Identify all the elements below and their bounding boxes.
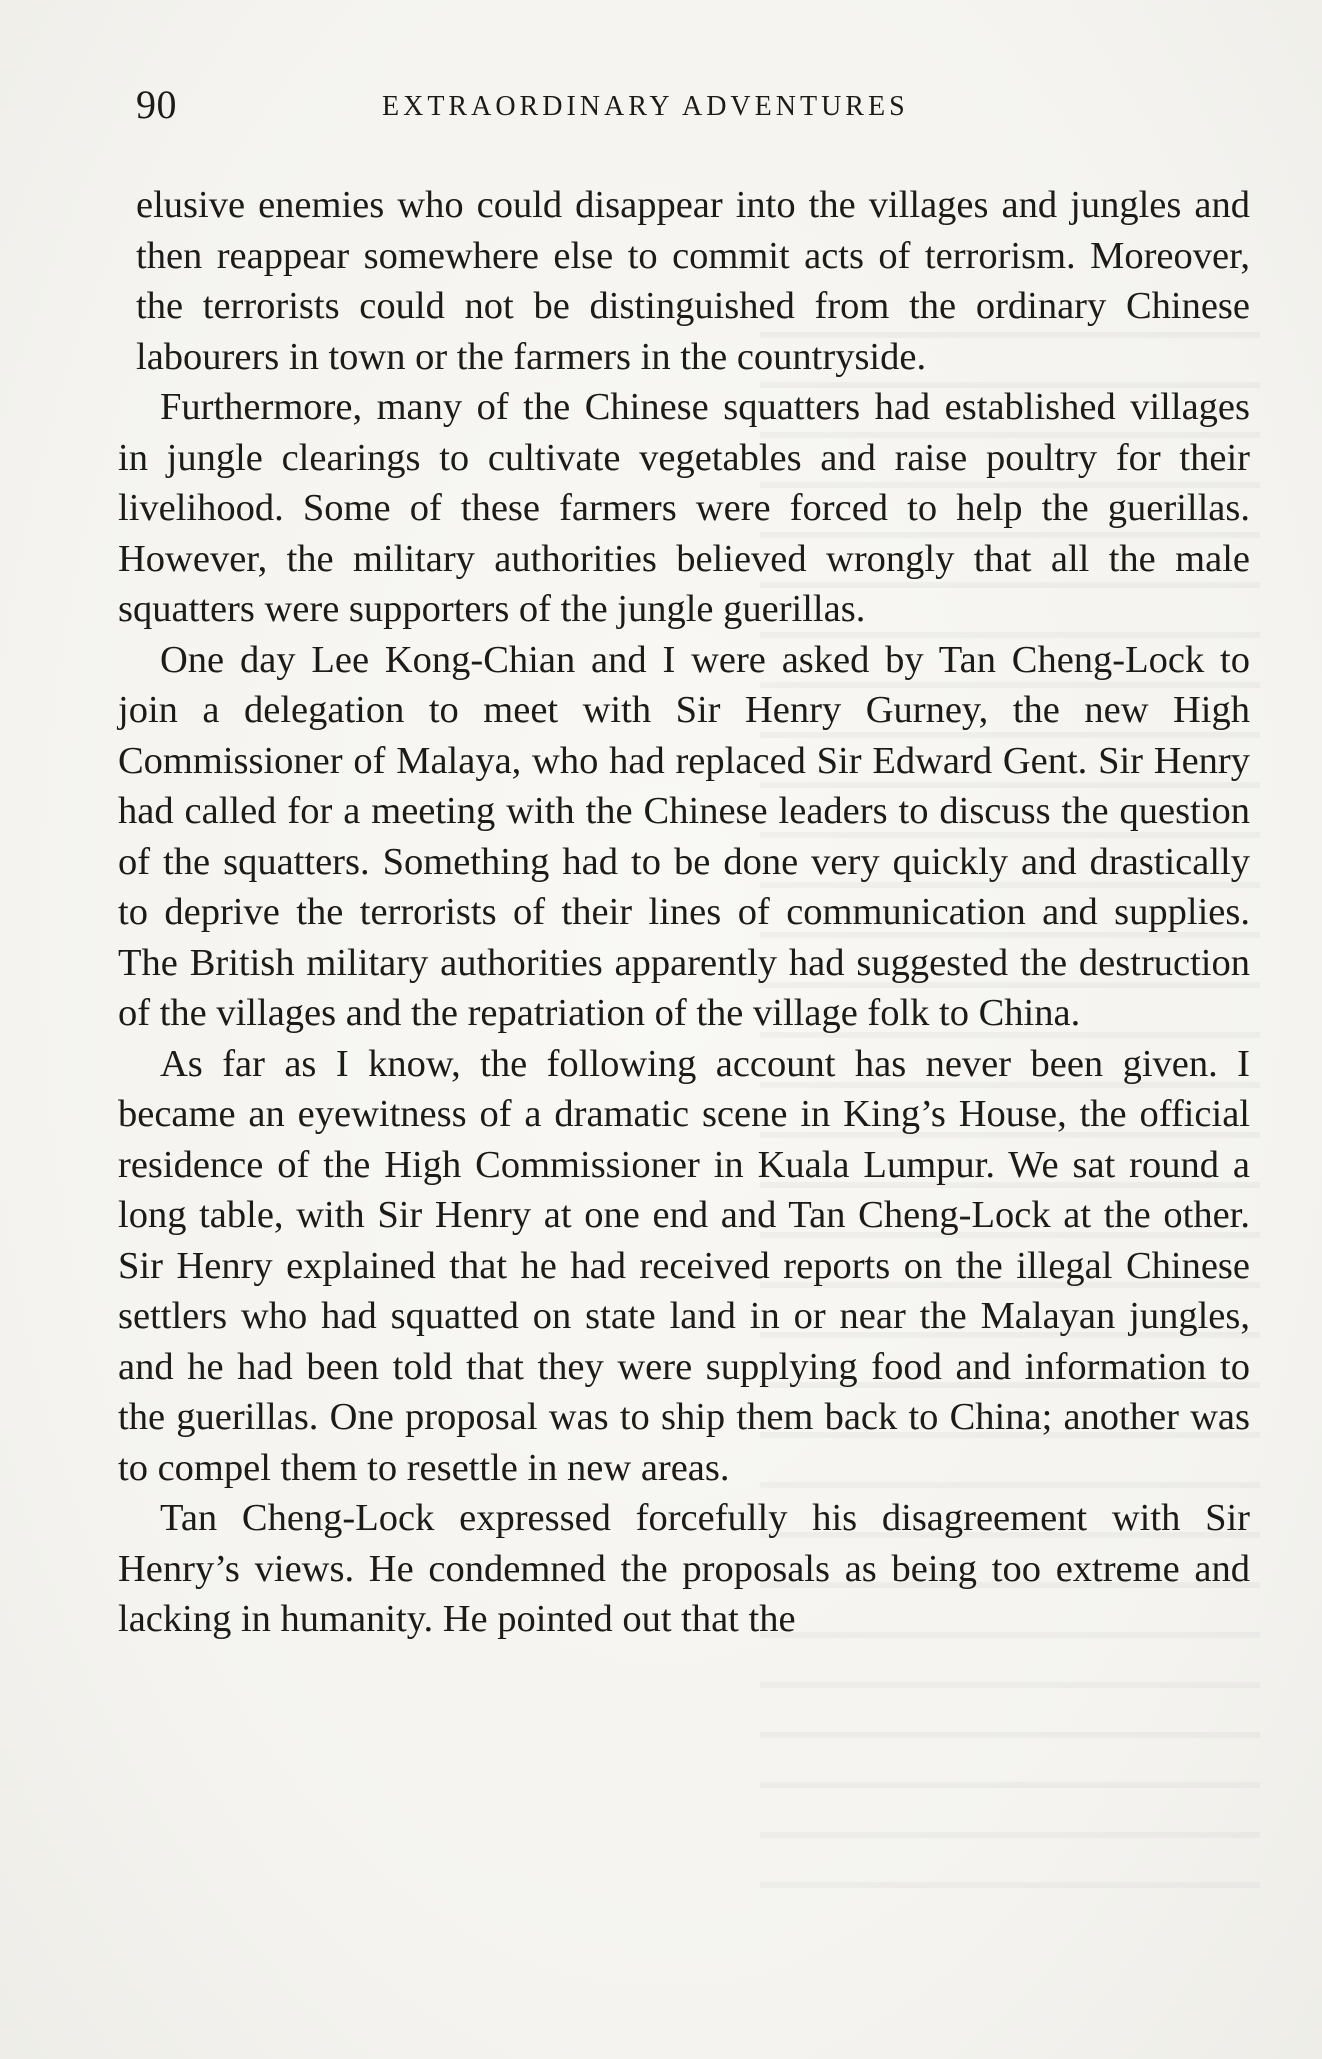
- paragraph: Furthermore, many of the Chinese squatters had established villages in jungle clearings to cultivate vegetables and raise poultry for their livelihood. Some of these farmers were forced to help the guerillas. However, the military authorities believed wrongly that all the male squatters were supporters of the jungle guerillas.: [118, 386, 1250, 630]
- page-header: [136, 80, 1246, 130]
- running-head: EXTRAORDINARY ADVENTURES: [382, 91, 909, 122]
- page-number: 90: [136, 82, 177, 127]
- body-text: [118, 180, 1250, 1645]
- paragraph: One day Lee Kong-Chian and I were asked by Tan Cheng-Lock to join a delegation to meet with Sir Henry Gurney, the new High Commissioner of Malaya, who had replaced Sir Edward Gent. Sir Henry had called for a meeting with the Chinese leaders to discuss the question of the squatters. Something had to be done very quickly and drastically to deprive the terrorists of their lines of communication and supplies. The British military authorities apparently had suggested the destruction of the villages and the repatriation of the village folk to China.: [118, 638, 1250, 1034]
- paragraph: elusive enemies who could disappear into the villages and jungles and then reappear somewhere else to commit acts of terrorism. Moreover, the terrorists could not be distinguished from the ordinary Chinese labourers in town or the farmers in the countryside.: [136, 184, 1250, 378]
- paragraph: Tan Cheng-Lock expressed forcefully his disagreement with Sir Henry’s views. He condemned the proposals as being too extreme and lacking in humanity. He pointed out that the: [118, 1497, 1250, 1640]
- paragraph: As far as I know, the following account has never been given. I became an eyewitness of a dramatic scene in King’s House, the official residence of the High Commissioner in Kuala Lumpur. We sat round a long table, with Sir Henry at one end and Tan Cheng-Lock at the other. Sir Henry explained that he had received reports on the illegal Chinese settlers who had squatted on state land in or near the Malayan jungles, and he had been told that they were supplying food and information to the guerillas. One proposal was to ship them back to China; another was to compel them to resettle in new areas.: [118, 1042, 1250, 1489]
